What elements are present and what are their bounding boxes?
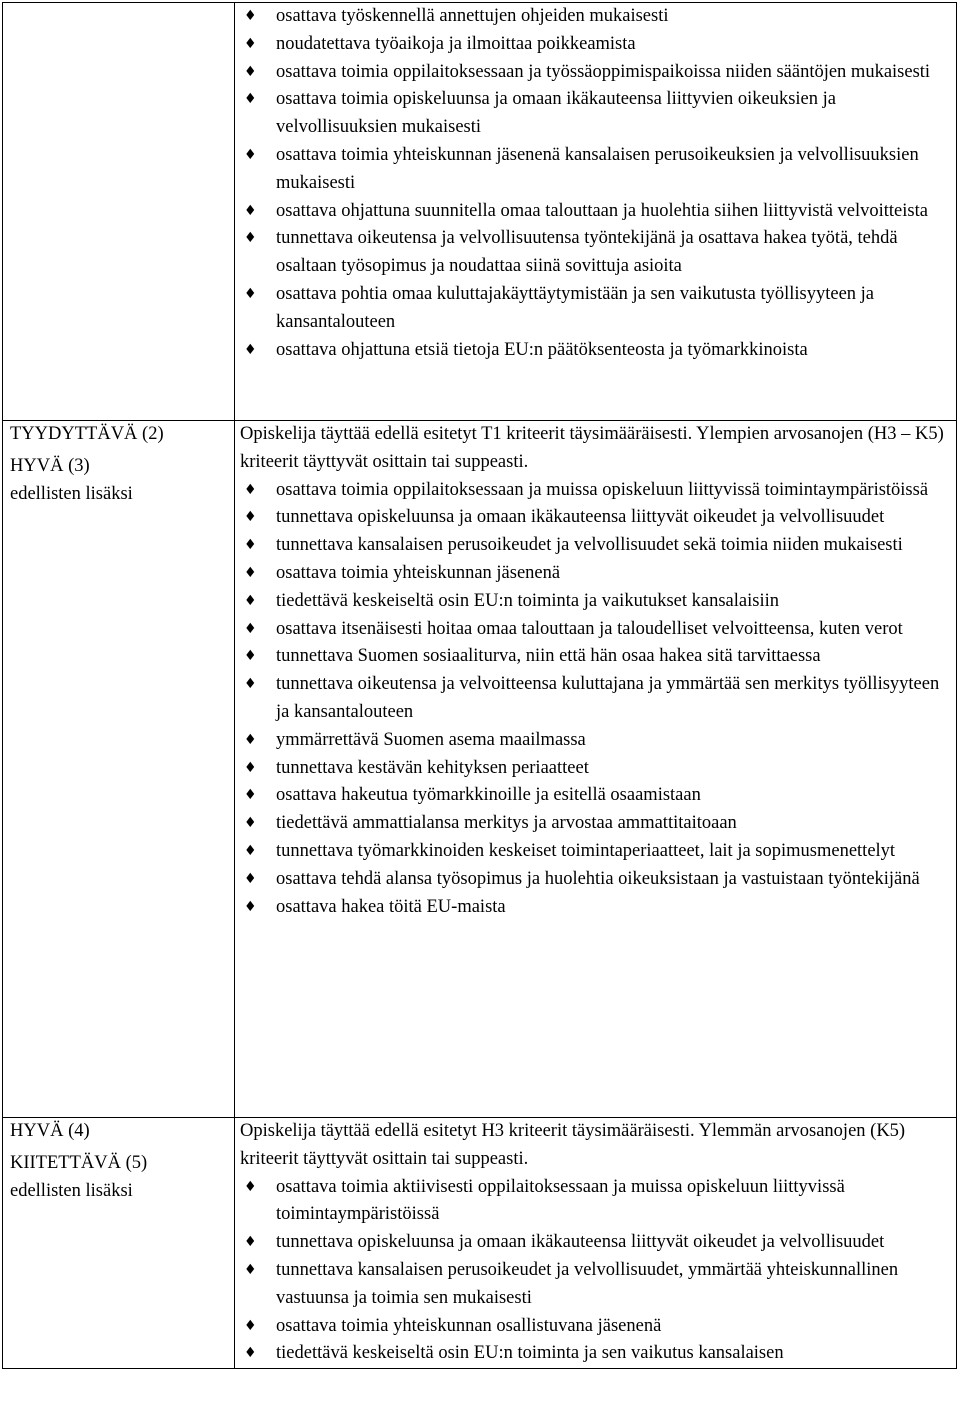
criteria-list [240,477,952,922]
diamond-bullet-icon: ♦ [244,146,257,163]
criteria-cell [235,3,957,421]
diamond-bullet-icon: ♦ [244,8,257,24]
grade-label: KIITETTÄVÄ (5) [10,1152,148,1173]
criteria-item-text: osattava hakeutua työmarkkinoille ja esitellä osaamistaan [276,785,701,806]
diamond-bullet-icon: ♦ [244,202,257,219]
criteria-item [240,810,952,838]
criteria-list [240,1174,952,1369]
criteria-item-text: osattava ohjattuna suunnitella omaa talouttaan ja huolehtia siihen liittyvistä velvoitteista [276,200,928,221]
diamond-bullet-icon: ♦ [244,815,257,832]
criteria-item [240,281,952,337]
criteria-item-text: osattava toimia oppilaitoksessaan ja muissa opiskeluun liittyvissä toimintaympäristöissä [276,479,929,500]
criteria-item-text: osattava hakea töitä EU-maista [276,896,506,917]
criteria-item-text: osattava toimia opiskeluunsa ja omaan ikäkauteensa liittyvien oikeuksien ja velvollisuuksien mukaisesti [276,89,836,138]
criteria-intro: Opiskelija täyttää edellä esitetyt T1 kriteerit täysimääräisesti. Ylempien arvosanojen (H3 – K5) kriteerit täyttyvät osittain tai suppeasti. [240,424,944,472]
diamond-bullet-icon: ♦ [244,648,257,665]
criteria-item-text: tunnettava kestävän kehityksen periaatteet [276,757,589,778]
criteria-item [240,643,952,671]
criteria-item-text: tiedettävä keskeiseltä osin EU:n toiminta ja sen vaikutus kansalaisen [276,1343,784,1364]
grade-note: edellisten lisäksi [10,1180,133,1201]
criteria-item-text: osattava toimia yhteiskunnan jäsenenä [276,562,561,583]
diamond-bullet-icon: ♦ [244,1234,257,1251]
grade-cell [3,421,235,1118]
criteria-item [240,225,952,281]
criteria-row-t1 [3,3,957,421]
diamond-bullet-icon: ♦ [244,870,257,887]
criteria-item [240,59,952,87]
criteria-item-text: osattava toimia oppilaitoksessaan ja työssäoppimispaikoissa niiden sääntöjen mukaisesti [276,61,931,82]
diamond-bullet-icon: ♦ [244,1317,257,1334]
criteria-item-text: tunnettava kansalaisen perusoikeudet ja velvollisuudet, ymmärtää yhteiskunnallinen vastuunsa ja toimia sen mukaisesti [276,1259,899,1308]
criteria-row-k5 [3,1118,957,1369]
criteria-item-text: osattava ohjattuna etsiä tietoja EU:n päätöksenteosta ja työmarkkinoista [276,339,808,360]
criteria-item-text: osattava tehdä alansa työsopimus ja huolehtia oikeuksistaan ja vastuistaan työntekijänä [276,868,920,889]
criteria-item [240,1229,952,1257]
diamond-bullet-icon: ♦ [244,759,257,776]
grade-label: TYYDYTTÄVÄ (2) [10,424,164,444]
diamond-bullet-icon: ♦ [244,91,257,108]
criteria-item-text: tiedettävä ammattialansa merkitys ja arvostaa ammattitaitoaan [276,813,737,834]
criteria-list [240,3,952,364]
criteria-item-text: noudatettava työaikoja ja ilmoittaa poikkeamista [276,33,636,54]
criteria-item [240,1174,952,1230]
criteria-item [240,727,952,755]
grade-label: HYVÄ (3) [10,455,90,476]
diamond-bullet-icon: ♦ [244,35,257,52]
criteria-item [240,894,952,922]
diamond-bullet-icon: ♦ [244,676,257,693]
criteria-item-text: osattava toimia yhteiskunnan jäsenenä kansalaisen perusoikeuksien ja velvollisuuksien mukaisesti [276,144,919,193]
criteria-item-text: osattava itsenäisesti hoitaa omaa talouttaan ja taloudelliset velvoitteensa, kuten verot [276,618,903,639]
diamond-bullet-icon: ♦ [244,537,257,554]
criteria-item [240,671,952,727]
criteria-item [240,3,952,31]
diamond-bullet-icon: ♦ [244,341,257,358]
criteria-item [240,477,952,505]
diamond-bullet-icon: ♦ [244,842,257,859]
diamond-bullet-icon: ♦ [244,1345,257,1362]
criteria-item [240,86,952,142]
diamond-bullet-icon: ♦ [244,285,257,302]
criteria-cell [235,1118,957,1369]
grade-cell-empty [3,3,235,421]
criteria-cell [235,421,957,1118]
criteria-item [240,337,952,365]
criteria-item [240,866,952,894]
criteria-item-text: tunnettava Suomen sosiaaliturva, niin että hän osaa hakea sitä tarvittaessa [276,646,821,667]
criteria-item-text: tunnettava kansalaisen perusoikeudet ja velvollisuudet sekä toimia niiden mukaisesti [276,535,903,556]
criteria-item [240,198,952,226]
criteria-intro: Opiskelija täyttää edellä esitetyt H3 kriteerit täysimääräisesti. Ylemmän arvosanojen (K5) kriteerit täyttyvät osittain tai suppeasti. [240,1121,906,1169]
criteria-item-text: tunnettava oikeutensa ja velvollisuutensa työntekijänä ja osattava hakea työtä, tehdä osaltaan työsopimus ja noudattaa siinä sovittuja asioita [276,228,898,277]
criteria-item-text: osattava pohtia omaa kuluttajakäyttäytymistään ja sen vaikutusta työllisyyteen ja kansantalouteen [276,283,875,332]
diamond-bullet-icon: ♦ [244,731,257,748]
criteria-item [240,616,952,644]
criteria-item [240,588,952,616]
grade-label: HYVÄ (4) [10,1121,90,1141]
criteria-table [2,2,957,1369]
diamond-bullet-icon: ♦ [244,63,257,80]
criteria-item-text: osattava toimia yhteiskunnan osallistuvana jäsenenä [276,1315,662,1336]
criteria-item [240,504,952,532]
criteria-item [240,1340,952,1368]
diamond-bullet-icon: ♦ [244,787,257,804]
diamond-bullet-icon: ♦ [244,1261,257,1278]
criteria-item-text: tunnettava opiskeluunsa ja omaan ikäkauteensa liittyvät oikeudet ja velvollisuudet [276,507,885,528]
criteria-item-text: tunnettava opiskeluunsa ja omaan ikäkauteensa liittyvät oikeudet ja velvollisuudet [276,1232,885,1253]
grade-note: edellisten lisäksi [10,483,133,504]
criteria-item-text: tunnettava työmarkkinoiden keskeiset toimintaperiaatteet, lait ja sopimusmenettelyt [276,840,896,861]
criteria-item [240,755,952,783]
criteria-item-text: ymmärrettävä Suomen asema maailmassa [276,729,586,750]
criteria-item [240,532,952,560]
criteria-item [240,142,952,198]
diamond-bullet-icon: ♦ [244,481,257,498]
criteria-item [240,1313,952,1341]
criteria-item-text: tunnettava oikeutensa ja velvoitteensa kuluttajana ja ymmärtää sen merkitys työllisyyteen ja kansantalouteen [276,674,940,722]
diamond-bullet-icon: ♦ [244,898,257,915]
diamond-bullet-icon: ♦ [244,620,257,637]
grade-cell [3,1118,235,1369]
criteria-item [240,838,952,866]
criteria-item-text: osattava toimia aktiivisesti oppilaitoksessaan ja muissa opiskeluun liittyvissä toimintaympäristöissä [276,1176,845,1225]
diamond-bullet-icon: ♦ [244,564,257,581]
diamond-bullet-icon: ♦ [244,509,257,526]
criteria-row-h3 [3,421,957,1118]
criteria-item [240,1257,952,1313]
criteria-item [240,560,952,588]
criteria-item [240,782,952,810]
diamond-bullet-icon: ♦ [244,230,257,247]
diamond-bullet-icon: ♦ [244,592,257,609]
criteria-item [240,31,952,59]
criteria-item-text: osattava työskennellä annettujen ohjeiden mukaisesti [276,6,669,26]
criteria-item-text: tiedettävä keskeiseltä osin EU:n toiminta ja vaikutukset kansalaisiin [276,590,779,611]
diamond-bullet-icon: ♦ [244,1178,257,1195]
